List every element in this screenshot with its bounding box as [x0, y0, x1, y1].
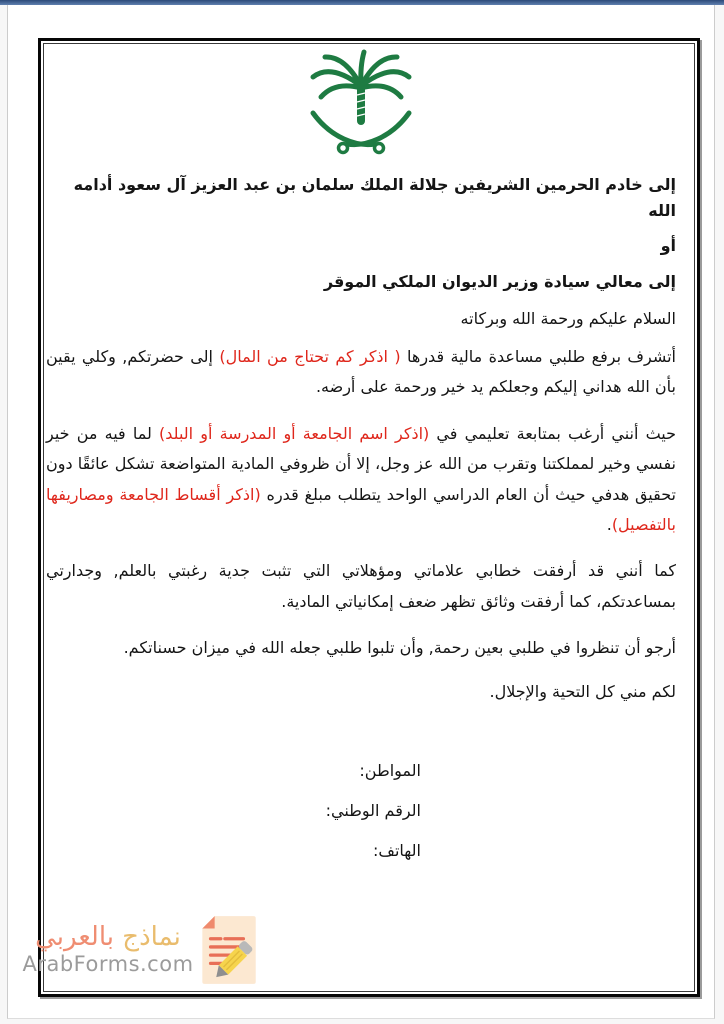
document-pencil-icon — [196, 910, 260, 988]
request-text-2: إلى حضرتكم, وكلي يقين بأن الله هداني إليكم وجعلكم يد خير ورحمة على أرضه. — [46, 346, 676, 397]
greeting-line: السلام عليكم ورحمة الله وبركاته — [460, 309, 676, 329]
placeholder-amount: ( اذكر كم تحتاج من المال) — [219, 346, 401, 366]
field-phone: الهاتف: — [373, 841, 421, 861]
watermark-site-url: ArabForms.com — [22, 952, 194, 977]
watermark — [24, 903, 260, 995]
placeholder-school: (اذكر اسم الجامعة أو المدرسة أو البلد) — [159, 423, 430, 443]
education-text-1: حيث أنني أرغب بمتابعة تعليمي في — [429, 423, 677, 443]
paragraph-attachments: كما أنني قد أرفقت خطابي علاماتي ومؤهلاتي التي تثبت جدية رغبتي بالعلم, وجدارتي بمساعدتكم، كما أرفقت وثائق تظهر ضعف إمكانياتي المادية. — [46, 561, 676, 611]
field-national-id: الرقم الوطني: — [325, 801, 421, 821]
saudi-emblem-icon — [297, 44, 425, 158]
field-citizen: المواطن: — [359, 761, 421, 781]
education-text-3: . — [606, 514, 612, 534]
paragraph-education — [46, 419, 676, 541]
watermark-brand-word2: بالعربي — [35, 921, 115, 952]
watermark-brand-word1: نماذج — [122, 921, 181, 952]
paragraph-request — [46, 342, 676, 403]
signature-fields — [46, 751, 421, 871]
watermark-text — [24, 922, 192, 976]
letter-content — [46, 36, 676, 871]
closing-line: لكم مني كل التحية والإجلال. — [489, 682, 676, 702]
recipient-primary: إلى خادم الحرمين الشريفين جلالة الملك سلمان بن عبد العزيز آل سعود أدامه الله — [73, 175, 676, 220]
recipient-secondary: إلى معالي سيادة وزير الديوان الملكي الموقر — [323, 271, 676, 291]
education-text-2: لما فيه من خير نفسي وخير لمملكتنا وتقرب من الله عز وجل، إلا أن ظروفي المادية المتواضعة تشكل عائقًا دون تحقيق هدفي حيث أن العام الدراسي الواحد يتطلب مبلغ قدره — [46, 423, 677, 504]
emblem-wrap — [46, 44, 676, 162]
request-text-1: أتشرف برفع طلبي مساعدة مالية قدرها — [400, 346, 676, 366]
or-divider: أو — [660, 236, 676, 256]
paragraph-plea: أرجو أن تنظروا في طلبي بعين رحمة, وأن تلبوا طلبي جعله الله في ميزان حسناتكم. — [123, 638, 676, 658]
placeholder-tuition: (اذكر أقساط الجامعة ومصاريفها بالتفصيل) — [46, 484, 676, 534]
watermark-brand-arabic — [35, 922, 181, 953]
